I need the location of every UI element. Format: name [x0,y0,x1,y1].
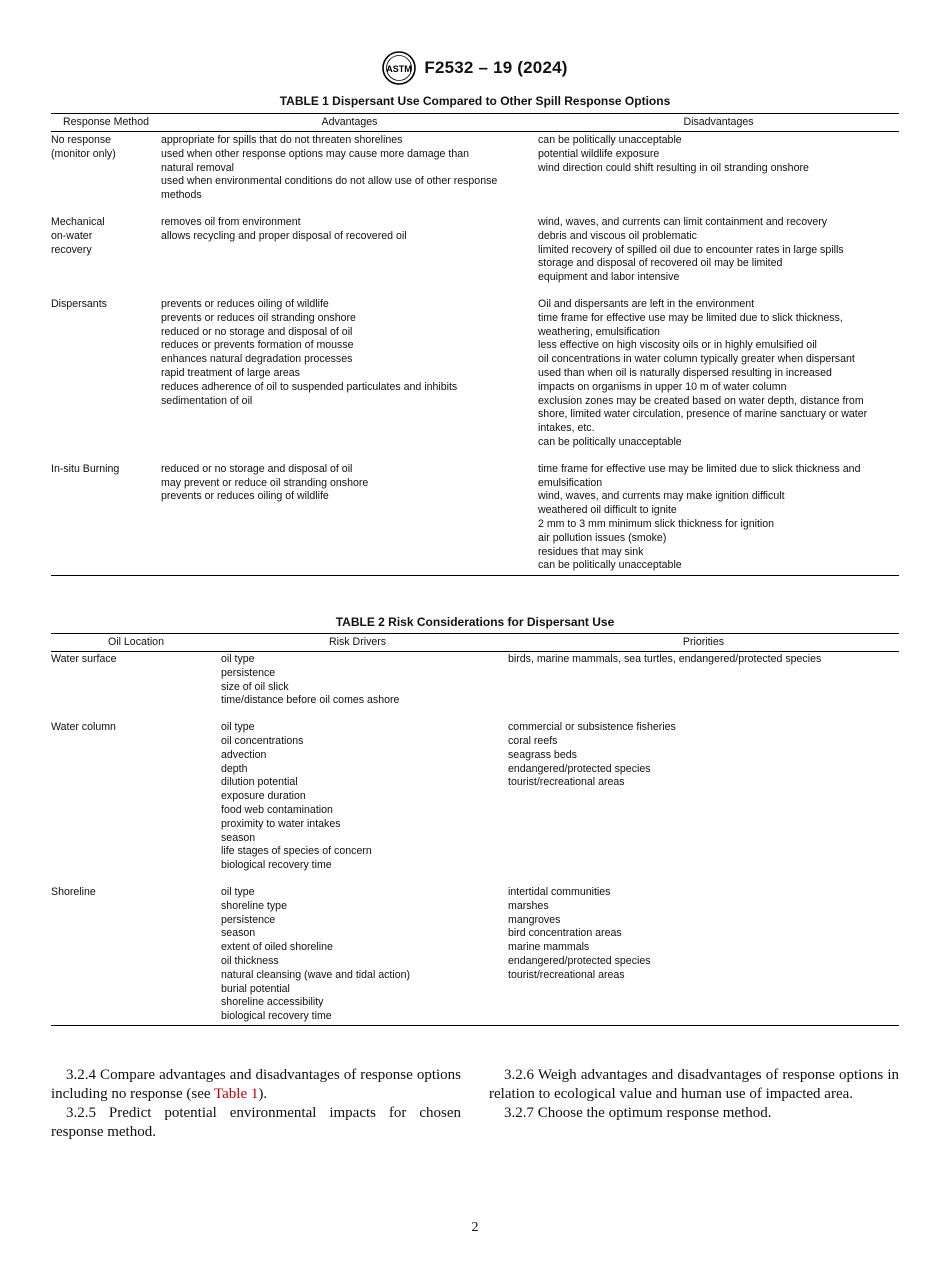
table1-header-advantages: Advantages [161,114,538,132]
advantages-cell-line: sedimentation of oil [161,394,253,407]
disadvantages-cell-line: shore, limited water circulation, presence of marine sanctuary or water [538,408,868,421]
disadvantages-cell-line: limited recovery of spilled oil due to encounter rates in large spills [538,243,844,256]
paragraph-text: ). [258,1086,268,1102]
response-method-cell [51,462,161,576]
table-row [51,297,899,462]
oil-location-cell [51,885,221,1025]
oil-location-cell-line: Water column [51,721,116,734]
oil-location-cell [51,720,221,885]
advantages-cell-line: reduced or no storage and disposal of oil [161,325,353,338]
advantages-cell-line: rapid treatment of large areas [161,366,300,379]
priorities-cell [508,885,899,1025]
risk-drivers-cell [221,720,508,885]
advantages-cell [161,132,538,215]
disadvantages-cell-line: impacts on organisms in upper 10 m of water column [538,380,787,393]
disadvantages-cell-line: Oil and dispersants are left in the environment [538,297,755,310]
priorities-cell-line: commercial or subsistence fisheries [508,721,676,734]
table1-caption: TABLE 1 Dispersant Use Compared to Other Spill Response Options [279,94,671,108]
disadvantages-cell-line: intakes, etc. [538,422,595,435]
response-method-cell-line: on-water [51,229,93,242]
risk-drivers-cell-line: biological recovery time [221,1010,332,1023]
disadvantages-cell [538,132,899,215]
advantages-cell-line: may prevent or reduce oil stranding onshore [161,476,369,489]
disadvantages-cell-line: storage and disposal of recovered oil may be limited [538,257,783,270]
response-method-cell-line: recovery [51,243,92,256]
risk-drivers-cell-line: life stages of species of concern [221,845,372,858]
risk-drivers-cell-line: proximity to water intakes [221,817,341,830]
disadvantages-cell-line: air pollution issues (smoke) [538,531,667,544]
disadvantages-cell-line: equipment and labor intensive [538,271,680,284]
oil-location-cell-line: Water surface [51,653,117,665]
risk-drivers-cell-line: persistence [221,913,276,926]
priorities-cell [508,720,899,885]
disadvantages-cell-line: weathered oil difficult to ignite [538,504,677,517]
advantages-cell-line: prevents or reduces oil stranding onshore [161,311,356,324]
priorities-cell [508,652,899,721]
table1-header-row [51,114,899,132]
response-method-cell-line: Dispersants [51,297,107,310]
table2-header-priorities: Priorities [508,634,899,652]
risk-drivers-cell [221,885,508,1025]
disadvantages-cell [538,297,899,462]
disadvantages-cell-line: less effective on high viscosity oils or in highly emulsified oil [538,339,817,352]
risk-drivers-cell-line: oil type [221,885,255,898]
risk-drivers-cell-line: burial potential [221,982,290,995]
document-id: F2532 – 19 (2024) [424,58,568,77]
table1 [51,113,899,576]
table-row [51,215,899,297]
table-row [51,885,899,1025]
body-text [51,1066,899,1142]
priorities-cell-line: endangered/protected species [508,762,651,775]
response-method-cell-line: Mechanical [51,215,105,228]
page-header [0,50,950,86]
risk-drivers-cell-line: food web contamination [221,803,333,816]
risk-drivers-cell-line: shoreline type [221,899,287,912]
table1-body [51,132,899,576]
page-number: 2 [471,1220,479,1235]
advantages-cell-line: methods [161,189,202,202]
disadvantages-cell-line: time frame for effective use may be limited due to slick thickness and [538,462,861,475]
priorities-cell-line: intertidal communities [508,885,611,898]
oil-location-cell-line: Shoreline [51,885,96,898]
priorities-cell-line: seagrass beds [508,748,577,761]
disadvantages-cell-line: can be politically unacceptable [538,559,682,572]
disadvantages-cell-line: emulsification [538,476,603,489]
disadvantages-cell [538,462,899,576]
disadvantages-cell-line: wind direction could shift resulting in oil stranding onshore [538,161,809,174]
advantages-cell-line: reduces adherence of oil to suspended particulates and inhibits [161,380,458,393]
paragraph-text: 3.2.4 Compare advantages and disadvantages of response options including no response (see [51,1067,461,1102]
table2-header-drivers: Risk Drivers [221,634,508,652]
priorities-cell-line: bird concentration areas [508,927,622,940]
oil-location-cell [51,652,221,721]
body-column-left [51,1066,461,1142]
risk-drivers-cell-line: season [221,831,256,844]
disadvantages-cell-line: wind, waves, and currents may make ignition difficult [538,490,785,503]
response-method-cell-line: In-situ Burning [51,462,120,475]
advantages-cell-line: prevents or reduces oiling of wildlife [161,490,329,503]
advantages-cell [161,462,538,576]
risk-drivers-cell-line: extent of oiled shoreline [221,941,333,954]
risk-drivers-cell-line: oil thickness [221,954,279,967]
disadvantages-cell-line: time frame for effective use may be limited due to slick thickness, [538,311,843,324]
disadvantages-cell-line: used than when oil is naturally dispersed resulting in increased [538,366,832,379]
risk-drivers-cell-line: biological recovery time [221,859,332,872]
advantages-cell-line: allows recycling and proper disposal of recovered oil [161,229,407,242]
body-paragraph [51,1104,461,1142]
paragraph-text: 3.2.6 Weigh advantages and disadvantages of response options in relation to ecological value and human use of impacted area. [489,1067,899,1102]
disadvantages-cell-line: weathering, emulsification [538,325,660,338]
paragraph-text: 3.2.7 Choose the optimum response method. [504,1105,772,1121]
disadvantages-cell-line: 2 mm to 3 mm minimum slick thickness for ignition [538,517,775,530]
priorities-cell-line: mangroves [508,913,561,926]
body-paragraph [489,1104,899,1123]
response-method-cell [51,297,161,462]
priorities-cell-line: birds, marine mammals, sea turtles, endangered/protected species [508,653,822,665]
table2-header-row [51,634,899,652]
priorities-cell-line: marine mammals [508,941,590,954]
advantages-cell-line: natural removal [161,161,235,174]
response-method-cell-line: (monitor only) [51,147,116,160]
risk-drivers-cell [221,652,508,721]
table2-body [51,652,899,1026]
priorities-cell-line: tourist/recreational areas [508,776,625,789]
table-row [51,132,899,215]
disadvantages-cell-line: exclusion zones may be created based on water depth, distance from [538,394,864,407]
disadvantages-cell-line: oil concentrations in water column typically greater when dispersant [538,353,855,366]
risk-drivers-cell-line: size of oil slick [221,680,289,693]
table1-header-disadvantages: Disadvantages [538,114,899,132]
disadvantages-cell-line: can be politically unacceptable [538,134,682,146]
disadvantages-cell-line: can be politically unacceptable [538,435,682,448]
advantages-cell-line: reduced or no storage and disposal of oil [161,462,353,475]
advantages-cell-line: enhances natural degradation processes [161,353,353,366]
table2-header-location: Oil Location [51,634,221,652]
disadvantages-cell [538,215,899,297]
advantages-cell-line: prevents or reduces oiling of wildlife [161,297,329,310]
response-method-cell-line: No response [51,134,112,146]
risk-drivers-cell-line: shoreline accessibility [221,996,324,1009]
risk-drivers-cell-line: season [221,927,256,940]
priorities-cell-line: endangered/protected species [508,954,651,967]
advantages-cell-line: removes oil from environment [161,215,301,228]
risk-drivers-cell-line: natural cleansing (wave and tidal action) [221,968,411,981]
priorities-cell-line: marshes [508,899,549,912]
advantages-cell-line: reduces or prevents formation of mousse [161,339,354,352]
body-paragraph [51,1066,461,1104]
table2 [51,633,899,1026]
table1-header-method: Response Method [51,114,161,132]
priorities-cell-line: coral reefs [508,734,558,747]
risk-drivers-cell-line: depth [221,762,248,775]
advantages-cell-line: used when environmental conditions do not allow use of other response [161,175,498,188]
disadvantages-cell-line: debris and viscous oil problematic [538,229,697,242]
table-reference-link[interactable]: Table 1 [214,1086,259,1102]
table-row [51,720,899,885]
disadvantages-cell-line: wind, waves, and currents can limit containment and recovery [538,215,828,228]
risk-drivers-cell-line: oil type [221,721,255,734]
table-row [51,462,899,576]
advantages-cell-line: used when other response options may cause more damage than [161,147,469,160]
disadvantages-cell-line: potential wildlife exposure [538,147,660,160]
risk-drivers-cell-line: persistence [221,666,276,679]
priorities-cell-line: tourist/recreational areas [508,968,625,981]
risk-drivers-cell-line: oil concentrations [221,734,304,747]
risk-drivers-cell-line: advection [221,748,267,761]
logo-text: ASTM [386,64,413,74]
advantages-cell [161,215,538,297]
response-method-cell [51,215,161,297]
paragraph-text: 3.2.5 Predict potential environmental impacts for chosen response method. [51,1105,461,1140]
astm-logo-icon [382,51,416,85]
response-method-cell [51,132,161,215]
risk-drivers-cell-line: exposure duration [221,790,306,803]
disadvantages-cell-line: residues that may sink [538,545,644,558]
table2-caption: TABLE 2 Risk Considerations for Dispersant Use [335,615,615,629]
risk-drivers-cell-line: time/distance before oil comes ashore [221,694,400,707]
table-row [51,652,899,721]
risk-drivers-cell-line: oil type [221,653,255,665]
body-column-right [489,1066,899,1142]
advantages-cell [161,297,538,462]
advantages-cell-line: appropriate for spills that do not threaten shorelines [161,134,403,146]
risk-drivers-cell-line: dilution potential [221,776,298,789]
body-paragraph [489,1066,899,1104]
